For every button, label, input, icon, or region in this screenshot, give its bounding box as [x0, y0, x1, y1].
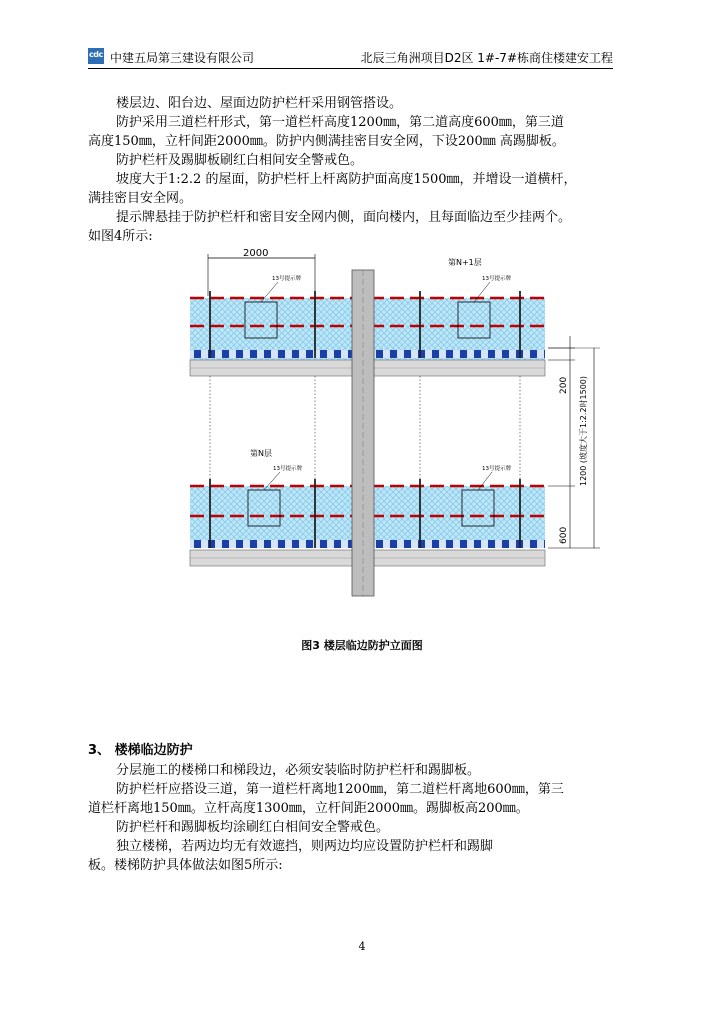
header-company: 中建五局第三建设有限公司 [110, 51, 255, 65]
page-header [88, 46, 613, 68]
figure-caption: 图3 楼层临边防护立面图 [301, 639, 423, 652]
paragraph-line: 防护栏杆和踢脚板均涂刷红白相间安全警戒色。 [116, 820, 390, 835]
paragraph-line: 防护栏杆应搭设三道，第一道栏杆离地1200㎜，第二道栏杆离地600㎜，第三 [116, 782, 564, 797]
page-number: 4 [358, 940, 366, 953]
paragraph-line: 提示牌悬挂于防护栏杆和密目安全网内侧，面向楼内，且每面临边至少挂两个。 [116, 210, 572, 225]
header-rule [88, 68, 613, 69]
sign-label: 13号提示牌 [482, 276, 511, 282]
paragraph-line: 分层施工的楼梯口和梯段边，必须安装临时防护栏杆和踢脚板。 [116, 763, 481, 778]
dim-200: 200 [559, 376, 569, 394]
paragraph-line: 板。楼梯防护具体做法如图5所示: [88, 858, 283, 873]
paragraph-line: 坡度大于1:2.2 的屋面，防护栏杆上杆离防护面高度1500㎜，并增设一道横杆， [116, 172, 577, 187]
paragraph-line: 防护采用三道栏杆形式，第一道栏杆高度1200㎜，第二道高度600㎜，第三道 [116, 115, 564, 130]
company-logo [88, 48, 104, 64]
paragraph-line: 道栏杆离地150㎜。立杆高度1300㎜，立杆间距2000㎜。踢脚板高200㎜。 [88, 801, 529, 816]
section-heading: 3、 楼梯临边防护 [88, 743, 193, 758]
floor-label-upper: 第N+1层 [448, 258, 482, 267]
paragraph-line: 如图4所示: [88, 229, 153, 244]
dim-600: 600 [559, 526, 569, 544]
header-project: 北辰三角洲项目D2区 1#-7#栋商住楼建安工程 [360, 51, 613, 65]
sign-label: 13号提示牌 [482, 466, 511, 472]
sign-label: 13号提示牌 [273, 466, 302, 472]
dim-1200: 1200 (坡度大于1:2.2时1500) [579, 375, 588, 486]
sign-label: 13号提示牌 [272, 276, 301, 282]
paragraph-line: 高度150㎜，立杆间距2000㎜。防护内侧满挂密目安全网，下设200㎜ 高踢脚板。 [88, 134, 565, 149]
dim-2000: 2000 [243, 248, 269, 259]
paragraph-line: 防护栏杆及踢脚板刷红白相间安全警戒色。 [116, 153, 364, 168]
paragraph-line: 独立楼梯，若两边均无有效遮挡，则两边均应设置防护栏杆和踢脚 [116, 839, 494, 854]
paragraph-line: 楼层边、阳台边、屋面边防护栏杆采用钢管搭设。 [116, 96, 403, 111]
guardrail-elevation-figure [180, 246, 600, 606]
logo-text: cdc [89, 50, 103, 59]
floor-label-lower: 第N层 [250, 449, 272, 458]
paragraph-line: 满挂密目安全网。 [88, 191, 193, 206]
